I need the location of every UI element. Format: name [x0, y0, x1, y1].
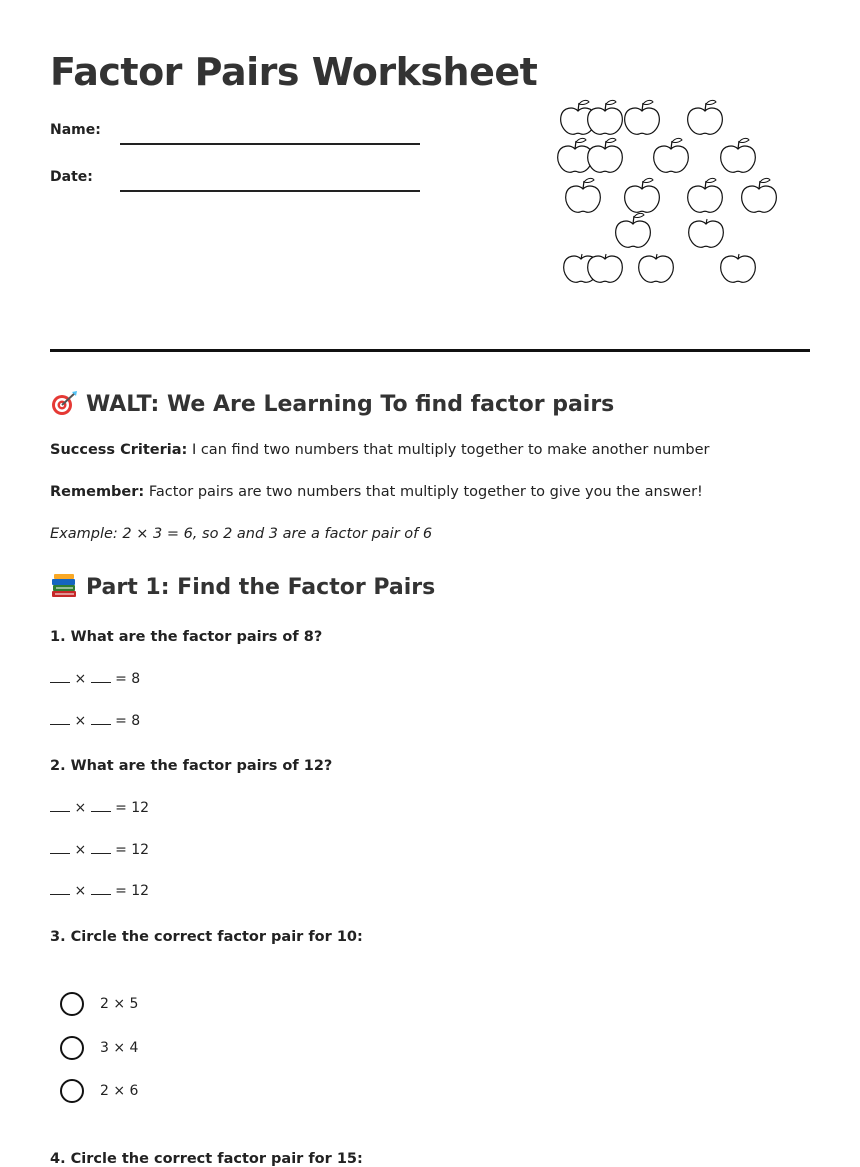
walt-heading-text: WALT: We Are Learning To find factor pairs: [86, 392, 615, 417]
answer-blank[interactable]: [50, 884, 70, 895]
target-icon: [50, 390, 78, 416]
part1-heading-text: Part 1: Find the Factor Pairs: [86, 575, 436, 600]
question-3: 3. Circle the correct factor pair for 10:: [50, 929, 363, 945]
answer-row: × = 8: [50, 671, 140, 687]
answer-blank[interactable]: [50, 843, 70, 854]
answer-blank[interactable]: [50, 714, 70, 725]
answer-blank[interactable]: [91, 843, 111, 854]
answer-blank[interactable]: [50, 801, 70, 812]
answer-row: × = 12: [50, 842, 149, 858]
answer-row: × = 12: [50, 883, 149, 899]
question-4: 4. Circle the correct factor pair for 15:: [50, 1151, 363, 1167]
books-icon: [50, 573, 78, 599]
answer-result: = 8: [115, 713, 141, 729]
option-label: 3 × 4: [100, 1040, 139, 1056]
example-text: Example: 2 × 3 = 6, so 2 and 3 are a factor pair of 6: [50, 526, 433, 542]
answer-blank[interactable]: [50, 672, 70, 683]
success-criteria-text: I can find two numbers that multiply together to make another number: [187, 442, 710, 458]
option-row[interactable]: [60, 991, 138, 1017]
name-line: [120, 143, 420, 145]
remember-note: [50, 484, 703, 500]
answer-result: = 12: [115, 800, 150, 816]
answer-result: = 12: [115, 883, 150, 899]
option-row[interactable]: [60, 1078, 138, 1104]
question-1: 1. What are the factor pairs of 8?: [50, 629, 323, 645]
apples-illustration: [555, 96, 795, 286]
radio-circle[interactable]: [60, 1079, 84, 1103]
remember-text: Factor pairs are two numbers that multiply together to give you the answer!: [144, 484, 703, 500]
part1-heading: [50, 573, 435, 600]
answer-blank[interactable]: [91, 884, 111, 895]
section-divider: [50, 349, 810, 352]
page-title: Factor Pairs Worksheet: [50, 50, 538, 94]
question-2: 2. What are the factor pairs of 12?: [50, 758, 333, 774]
success-criteria: [50, 442, 710, 458]
answer-blank[interactable]: [91, 672, 111, 683]
radio-circle[interactable]: [60, 1036, 84, 1060]
radio-circle[interactable]: [60, 992, 84, 1016]
answer-row: × = 8: [50, 713, 140, 729]
answer-row: × = 12: [50, 800, 149, 816]
name-label: Name:: [50, 122, 101, 138]
answer-result: = 12: [115, 842, 150, 858]
answer-blank[interactable]: [91, 714, 111, 725]
option-label: 2 × 5: [100, 996, 139, 1012]
answer-blank[interactable]: [91, 801, 111, 812]
option-row[interactable]: [60, 1035, 138, 1061]
date-label: Date:: [50, 169, 93, 185]
success-criteria-label: Success Criteria:: [50, 442, 188, 458]
option-label: 2 × 6: [100, 1083, 139, 1099]
answer-result: = 8: [115, 671, 141, 687]
walt-heading: [50, 390, 614, 417]
remember-label: Remember:: [50, 484, 145, 500]
date-line: [120, 190, 420, 192]
